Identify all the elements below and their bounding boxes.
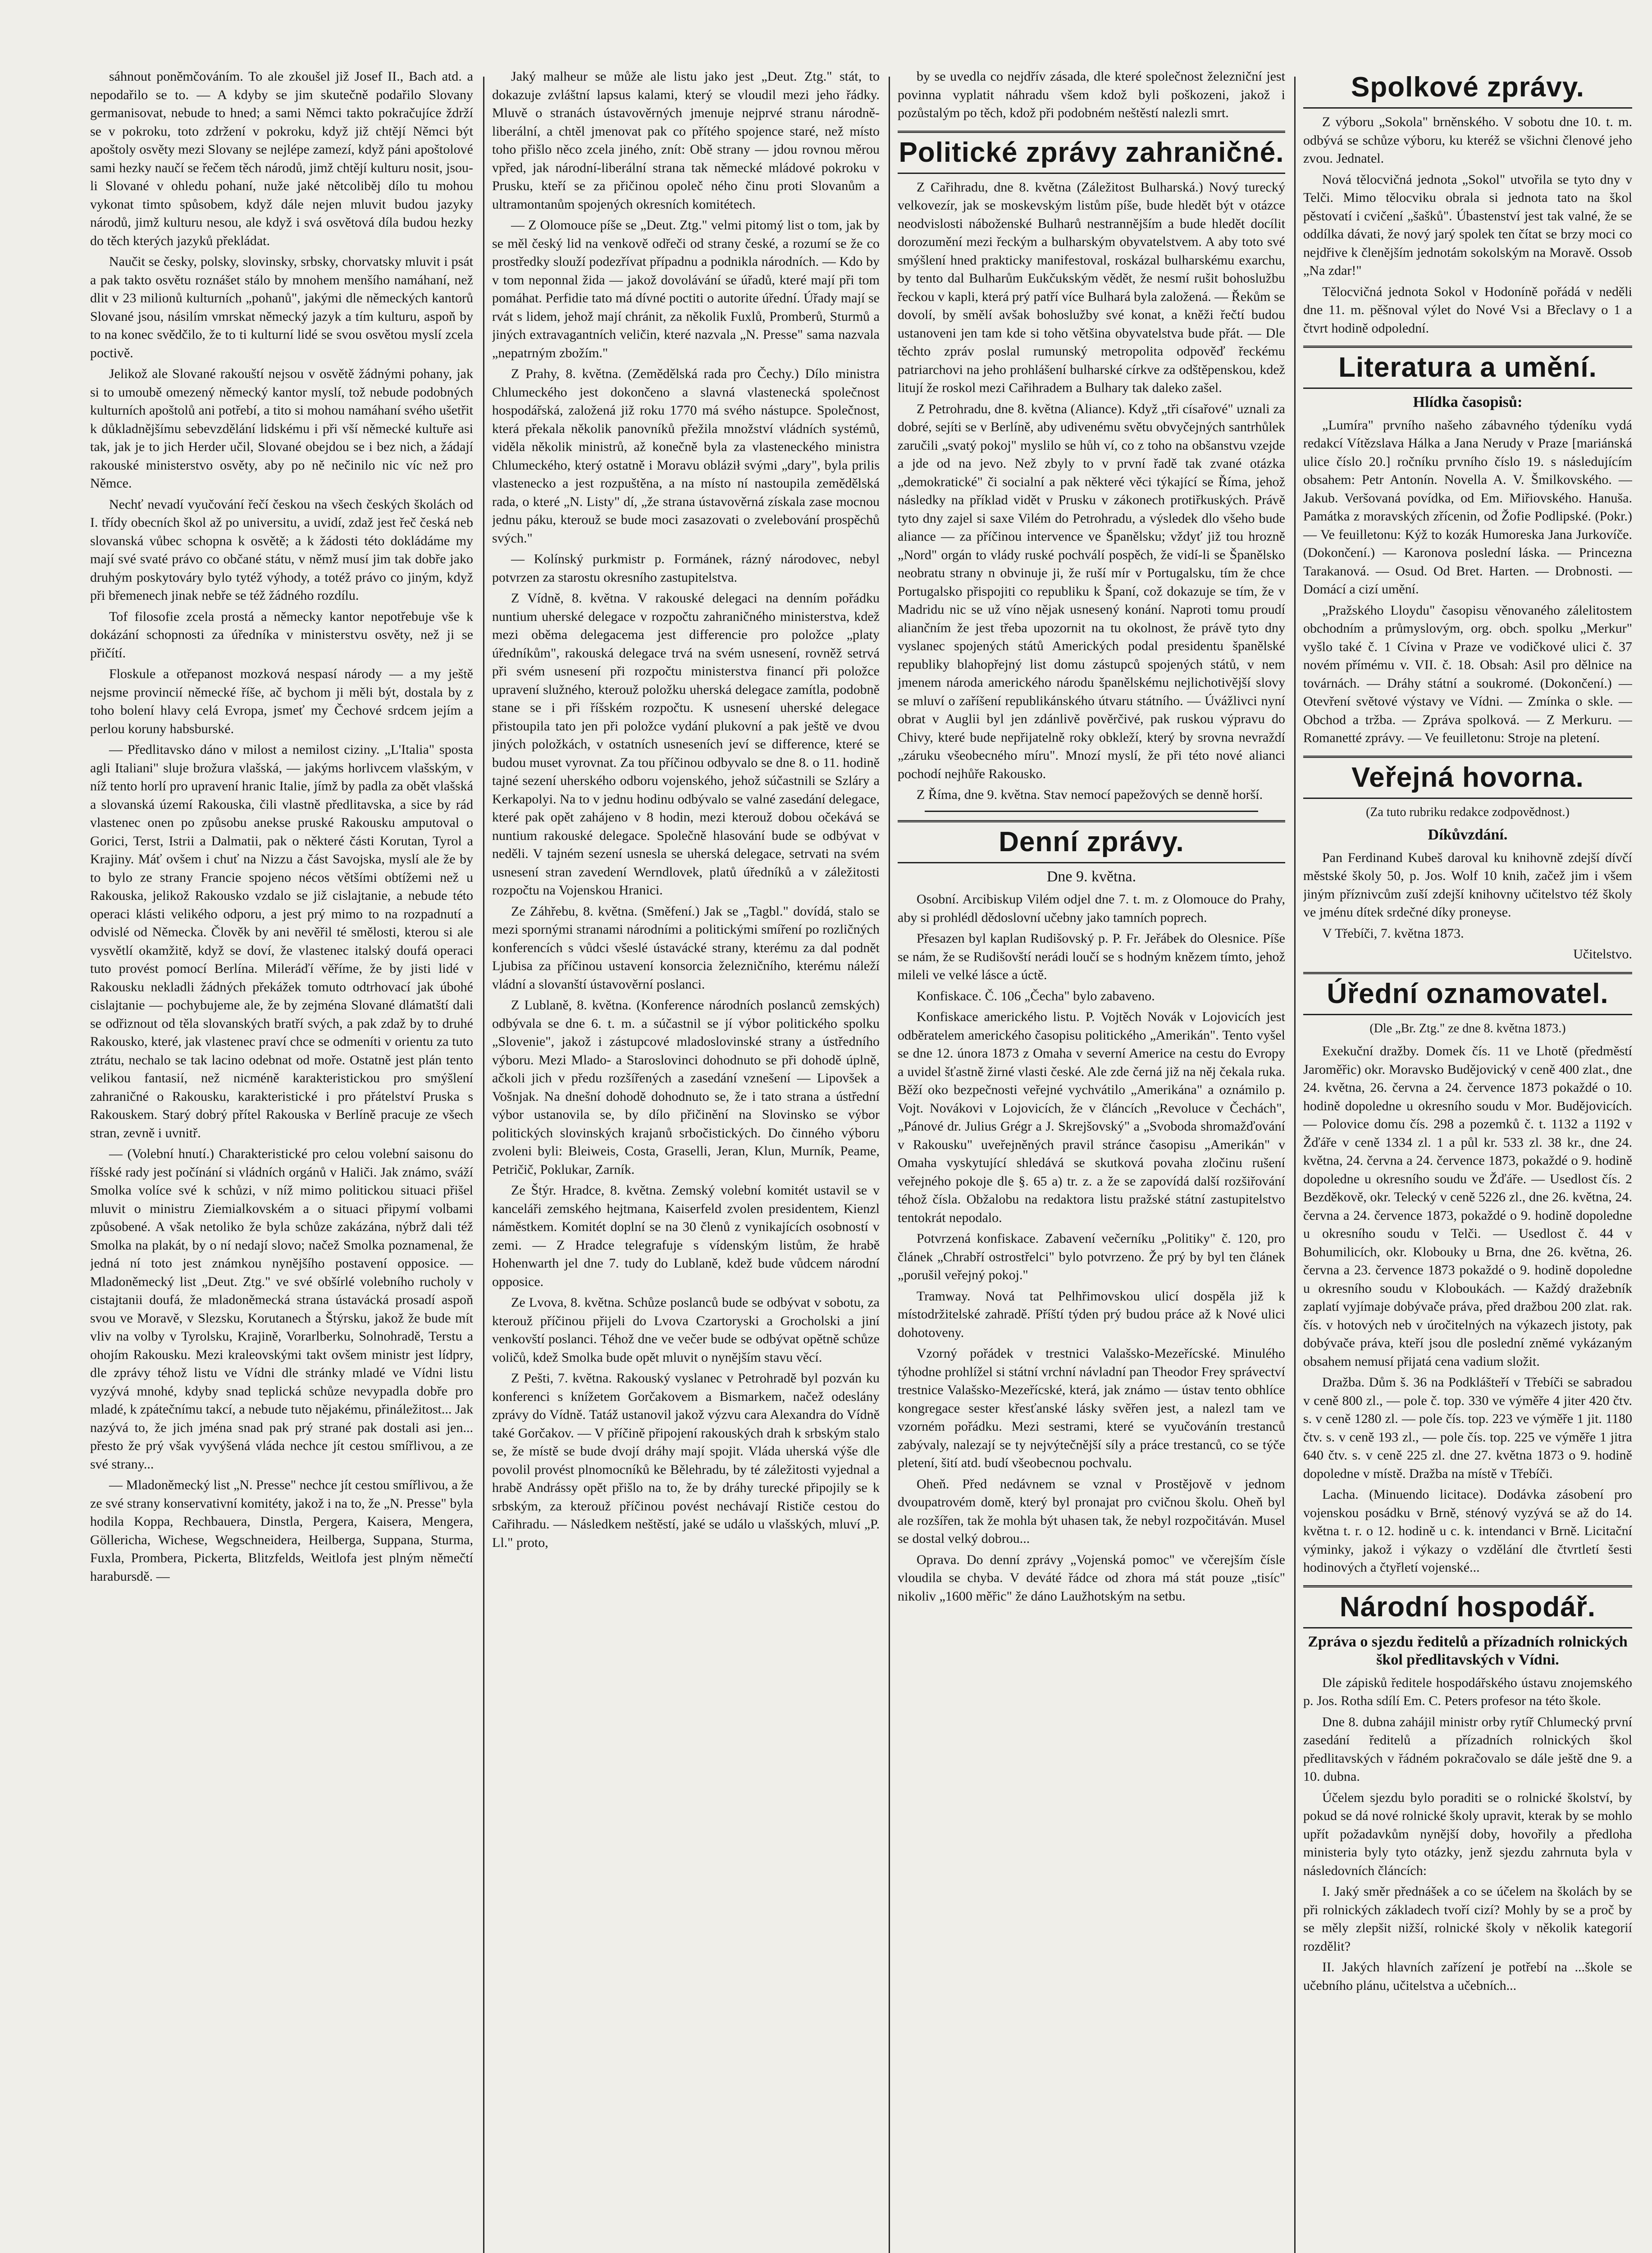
- paragraph: Z Prahy, 8. května. (Zemědělská rada pro Čechy.) Dílo ministra Chlumeckého jest dokončeno a slavná vlastenecká společnost hospodářská, založená již roku 1770 má svého nástupce. Společnost, která překala několik panovníků přežila množství vládních systémů, viděla několik ministrů, až konečně byla za vlasteneckého ministra Chlumeckého, který ostatně i Moravu obláził svými „dary", byla prilis vlastenecko a jest rozpuštěna, a na místo ní nastoupila zemědělská rada, o které „N. Listy" dí, „že strana ústavověrná získala zase mocnou jednu páku, kterouž se bude moci zasazovati o zvelebování prospěchů svých.": [492, 366, 880, 546]
- paragraph: Pan Ferdinand Kubeš daroval ku knihovně zdejší dívčí městské školy 50, p. Jos. Wolf 10 knih, začež jim i všem jiným příznivcům zuší zdejší knihovny učitelstvo též školy ve jménu dítek srdečné díky proneyse.: [1303, 850, 1632, 920]
- paragraph: Z Pešti, 7. května. Rakouský vyslanec v Petrohradě byl pozván ku konferenci s knížetem Gorčakovem a Bismarkem, načež odeslány zprávy do Vídně. Tatáž ustanovil jakož výzvu cara Alexandra do Vídně také Gorčakov. — V příčině připojení rakouských drah k srbským stalo se, že místě se bude dvojí dráhy mají spojit. Vláda uherská výše dle povolil provést plnomocníků ke Bělehradu, by té záležitosti vyjednal a hrabě Andrássy opět přišlo na to, že by dráhy turecké připojily se k srbským, za kterouž příčinou povést nechávají Rističe cestou do Cařihradu. — Následkem neštěstí, jaké se událo u vlašských, mluví „P. Ll." proto,: [492, 1371, 880, 1550]
- paragraph: Lacha. (Minuendo licitace). Dodávka zásobení pro vojenskou posádku v Brně, sténový vyzývá se až do 14. května t. r. o 12. hodině u c. k. intendanci v Brně. Licitační výminky, jakož i výkazy o vzdělání dle čtvrtletí šesti hodinových a čtyřletí vojenské...: [1303, 1487, 1632, 1575]
- paragraph: Tramway. Nová tat Pelhřimovskou ulicí dospěla již k místodržitelské zahradě. Příští týden prý budou práce až k Nové ulici dohotoveny.: [898, 1288, 1285, 1340]
- section-heading-official-notices: Úřední oznamovatel.: [1303, 972, 1632, 1015]
- section-heading-literature: Literatura a umění.: [1303, 346, 1632, 389]
- paragraph: Jelikož ale Slované rakouští nejsou v osvětě žádnými pohany, jak si to umoubě omezený německý kantor myslí, tož nebude podobných kulturních apoštolů ani potřebí, a tito si mohou namáhaní svého ušetřit k důkladnějšímu sebevzdělání lidskému i při vší německé kultuře asi tak, jak je to jich Herder učil, Slované obejdou se i bez nich, a žádají rakouské ministerstvo osvěty, aby po ně nečinilo nic víc než pro Němce.: [90, 366, 473, 491]
- subheading-periodicals: Hlídka časopisů:: [1413, 394, 1523, 410]
- paragraph: Vzorný pořádek v trestnici Valašsko-Mezeřícské. Minulého týhodne prohlížel si státní vrchní návladní pan Theodor Frey správectví trestnice Valašsko-Mezeřícské, která, jak známo — ústav tento obhlíce kongregace sester křesťanské lásky svěřen jest, a nalezl tam ve vzorném pořádku. Mezi sestrami, které se vyučovánín trestanců zabývaly, nalezají se ty nejvýtečnější síly a práce trestanců, co se týče pletení, šití atd. budí všeobecnou pochvalu.: [898, 1346, 1285, 1470]
- paragraph: sáhnout poněmčováním. To ale zkoušel již Josef II., Bach atd. a nepodařilo se to. — A kdyby se jim skutečně podařilo Slovany germanisovat, nebude to hned; a sami Němci takto pokračujíce ždrží se v pokroku, toto zdržení v pokroku, když již chtějí Němci být apoštoly osvěty mezi Slovany se nejlépe zamezí, když páni apoštolové sami hezky naučí se řečem těch národů, jimž chtějí kulturu nosit, jsou-li Slované v ohledu pohaní, nuže jaké nětcoliběj dílo tu mohou vykonat timto spůsobem, když dále nejen mluvit budou jazyky národů, jimž kulturu nesou, ale když i svá osvětová díla budou hezky do těch kterých jazyků překládat.: [90, 69, 473, 248]
- paragraph: — Kolínský purkmistr p. Formánek, rázný národovec, nebyl potvrzen za starostu okresního zastupitelstva.: [492, 552, 880, 585]
- paragraph: Konfiskace. Č. 106 „Čecha" bylo zabaveno.: [917, 988, 1155, 1003]
- paragraph: Z Říma, dne 9. května. Stav nemocí papežových se denně horší.: [917, 787, 1263, 802]
- paragraph: Přesazen byl kaplan Rudišovský p. P. Fr. Jeřábek do Olesnice. Píše se nám, že se Rudišovští nerádi loučí se s hodným knězem tímto, jehož mileli ve velké lásce a úctě.: [898, 931, 1285, 982]
- thanks-heading: Díkůvzdání.: [1428, 826, 1508, 843]
- signature: Učitelstvo.: [1573, 947, 1632, 962]
- paragraph: V Třebíči, 7. května 1873.: [1322, 926, 1464, 941]
- section-heading-foreign-news: Politické zprávy zahraničné.: [898, 131, 1285, 174]
- source-note: (Dle „Br. Ztg." ze dne 8. května 1873.): [1369, 1021, 1566, 1035]
- paragraph: — (Volební hnutí.) Charakteristické pro celou volební saisonu do říšské rady jest počínání si vládních orgánů v Haliči. Jak známo, sváží Smolka volíce své k schůzi, v níž mimo politickou situaci přišel mluvit o ministru Ziemialkovském a o situaci připymí volbami způsobené. A však netoliko že byla schůze zakázána, nýbrž dali též Smolka na plakát, by o ní nedají slovo; načež Smolka poznamenal, že jedná ní toto jest známkou nynějšího postavení opposice. — Mladoněmecký list „Deut. Ztg." ve své obšírlé volebního rucholy v cistajtanii doufá, že mladoněmecká strana ústavácká prosadí aspoň svou ve Moravě, v Slezsku, Korutanech a Štýrsku, jakož že bude mít vliv na volby v Tyrolsku, Krajině, Vorarlberku, Solnohradě, Terstu a ohojím Rakousku. Mezi kraleovskými takt ovšem ministr jest lídpry, dle zprávy téhož listu ve Vídni dle stránky mladé ve Vídni listu vyzývá mnohé, kdyby snad teplická schůze nevypadla dobře pro mladé, k zpátečnímu takcí, a nebude tuto nějakému, přináležitost... Jak nazývá to, že jich jména snad pak prý strané pak dostali asi jen... přesto že prý však vyvýšená vláda nechce jít cestou smířlivou, a ze své strany...: [90, 1146, 473, 1472]
- paragraph: — Předlitavsko dáno v milost a nemilost ciziny. „L'Italia" sposta agli Italiani" sluje brožura vlašská, — jakýms horlivcem vlašským, v níž tento horlí pro upravení hranic Italie, jímž by padla za obět vlašská a slovanská území Rakouska, čili vlastně předlitavska, a sice by rád vlastenec onen po způsobu anekse pruské Rakousku amputoval o Gorici, Terst, Istrii a Dalmatii, pak o některé části Korutan, Tyrol a Krajiny. Máť ovšem i chuť na Nizzu a část Savojska, myslí ale že by to bylo ze strany Francie spojeno nécos většími obtížemi než u Rakouska, jelikož Rakousko vzdalo se již cislajtanie, a nebude této operaci klásti velikého odporu, a jest prý mimo to na rozpadnutí a odvislé od Německa. Člověk by ani nevěřil té smělosti, kterou si ale vysvětlí okamžitě, když se doví, že vlastenec italský doufá operaci tuto provést pomocí Berlína. Mileráďí věříme, že by jisti lidé v Rakousku nekladli žádných překážek tomuto odtrhovací jak úbohé cislajtanie — pochybujeme ale, že by zejména Slované dlámatští dali se odřiznout od těla slovanských bratří svých, a pak zdaž by to druhé Rakousko, které, jak vlastenec praví chce se odmeníti v orientu za tuto ztrátu, nechalo se tak lacino odebnat od moře. Ostatně jest plán tento velikou fantasií, než nicméně karakteristickou pro smýšlení zahraničné o Rakousku, karakteristické i pro přátelství Pruska s Rakouskem. Starý dobrý přítel Rakouska v Berlíně pracuje ze všech stran, zevně i uvnitř.: [90, 742, 473, 1140]
- paragraph: Oheň. Před nedávnem se vznal v Prostějově v jednom dvoupatrovém domě, který byl pronajat pro cvičnou školu. Oheň byl ale rozšířen, tak že mohla být uhasen tak, že nebyl rozpočitáván. Musel se dostal velký dobrou...: [898, 1476, 1285, 1546]
- column-3: [898, 68, 1285, 2253]
- paragraph: Oprava. Do denní zprávy „Vojenská pomoc" ve včerejším čísle vloudila se chyba. V deváté řádce od zhora má stát pouze „tisíc" nikoliv „1600 měřic" že dáno Laužhotským na setbu.: [898, 1552, 1285, 1604]
- paragraph: Účelem sjezdu bylo poraditi se o rolnické školství, by pokud se dá nové rolnické školy upravit, kterak by se mohlo upřít požadavkům nynější doby, hovořily a předloha ministeria byly tyto otázky, jenž sjezdu zahrnuta byla v následovních článcích:: [1303, 1790, 1632, 1878]
- section-heading-public-forum: Veřejná hovorna.: [1303, 756, 1632, 799]
- paragraph: Z Lublaně, 8. května. (Konference národních poslanců zemských) odbývala se dne 6. t. m. a súčastnil se jí výbor politického spolku „Slovenie", jakož i zástupcové mladoslovinské strany a ústředního výboru. Mezi Mlado- a Staroslovinci dohodnuto se při dohodě úplně, ačkoli jich v předu rozšířených a zasedání vznešení — Lipovšek a Vošnjak. Na dnešní dohodě dohodnuto se, že i tato strana a ústřední výbor ustanovila se, by dílo přičinění na Slovinsko se výbor politických slovinských krajanů srbočistických. Do činného výboru zvoleni byli: Bleiweis, Costa, Graselli, Jeran, Klun, Murník, Peame, Petričič, Poklukar, Zarník.: [492, 998, 880, 1177]
- column-divider: [889, 77, 890, 2253]
- paragraph: Ze Lvova, 8. května. Schůze poslanců bude se odbývat v sobotu, za kterouž příčinou přijeli do Lvova Czartoryski a Grocholski a jiní venkovští poslanci. Téhož dne ve večer bude se odbývat opětně schůze voličů, kdež Smolka bude opět mluvit o nynějším stavu věcí.: [492, 1295, 880, 1365]
- paragraph: Tělocvičná jednota Sokol v Hodoníně pořádá v neděli dne 11. m. pěšnoval výlet do Nové Vsi a Břeclavy o 1 a čtvrt hodině odpolední.: [1303, 284, 1632, 336]
- paragraph: Ze Záhřebu, 8. května. (Směfení.) Jak se „Tagbl." dovídá, stalo se mezi spornými stranami národními a politickými smíření po rozličných konferencích s vůdci všeslé ústavácké strany, kterému za dal podnět Ljubisa za příčinou ustavení konsorcia železničního, kterému náleží vládní a slovanští ústavověrní poslanci.: [492, 903, 880, 992]
- paragraph: Jaký malheur se může ale listu jako jest „Deut. Ztg." stát, to dokazuje zvláštní lapsus kalami, který se vloudil mezi jeho řádky. Mluvě o stranách ústavověrných jmenuje nejprvé stranu národně-liberální, a chtěl jmenovat pak co přítého spojence staré, než místo toho přišlo něco zcela jiného, znít: Obě strany — jdou rovnou měrou vpřed, jak národní-liberální strana tak německé mládové pokroku v Prusku, kteří se za přičinou opoleč ného činu proti Slovanům a ultramontanům spojených okresních komitétech.: [492, 69, 880, 212]
- paragraph: by se uvedla co nejdřív zásada, dle které společnost železniční jest povinna vyplatit náhradu všem kdož byli poškozeni, jakož i pozůstalým po těch, kdož při podobném neštěstí nalezli smrt.: [898, 69, 1285, 120]
- editor-note: (Za tuto rubriku redakce zodpovědnost.): [1366, 805, 1570, 819]
- column-divider: [1294, 77, 1296, 2253]
- divider: [925, 811, 1258, 812]
- paragraph: Nechť nevadí vyučování řečí českou na všech českých školách od I. třídy obecních škol až po universitu, a uvidí, zdaž jest řeč česká neb slovanská vůbec schopna k osvětě; a k žádosti této dokládáme my mají své svaté právo co občané státu, v němž musí jim tak dobře jako druhým poskytováry bylo tytéž výhody, a totéž právo co jiným, když při břemenech jinak nebře se též žádného rozdílu.: [90, 497, 473, 603]
- paragraph: Naučit se česky, polsky, slovinsky, srbsky, chorvatsky mluvit i psát a pak takto osvětu roznášet stálo by mnohem menšího namáhaní, než dlit v 23 milionů kulturních „pohanů", jakými dle německých kantorů Slované jsou, násilím vmrskat německý jazyk a tím kulturu, aspoň by to na konec svědčilo, že to ti kulturní lidé se svou osvětou myslí zcela poctivě.: [90, 254, 473, 360]
- paragraph: Dne 8. dubna zahájil ministr orby rytíř Chlumecký první zasedání ředitelů a přízadních rolnických škol předlitavských v řádném pokračovalo se dále ještě dne 9. a 10. dubna.: [1303, 1714, 1632, 1784]
- paragraph: Z výboru „Sokola" brněnského. V sobotu dne 10. t. m. odbývá se schůze výboru, ku kteréž se všichni členové jeho zvou. Jednatel.: [1303, 114, 1632, 166]
- paragraph: Dle zápisků ředitele hospodářského ústavu znojemského p. Jos. Rotha sdílí Em. C. Peters profesor na této škole.: [1303, 1675, 1632, 1708]
- paragraph: Osobní. Arcibiskup Vilém odjel dne 7. t. m. z Olomouce do Prahy, aby si prohlédl dědoslovní učebny jako tamních poprech.: [898, 892, 1285, 925]
- column-1: [90, 68, 473, 2253]
- paragraph: Potvrzená konfiskace. Zabavení večerníku „Politiky" č. 120, pro článek „Chrabří ostrostřelci" bylo potvrzeno. Že prý by byl ten článek „porušil veřejný pokoj.": [898, 1231, 1285, 1282]
- section-heading-associations: Spolkové zprávy.: [1303, 68, 1632, 109]
- paragraph: Nová tělocvičná jednota „Sokol" utvořila se tyto dny v Telči. Mimo tělocviku obrala si jednota tato na škol pěstovatí i cvičení „šašků". Úbastenství jest tak valné, že se oddílka dávati, že nový jarý spolek ten čítat se brzy moci co nejdřive k členějším jednotám sokolským na Moravě. Ossob „Na zdar!": [1303, 172, 1632, 278]
- paragraph: Dražba. Dům š. 36 na Podklášteří v Třebíči se sabradou v ceně 800 zl., — pole č. top. 330 ve výměře 4 jiter 420 čtv. s. v ceně 1280 zl. — pole čís. top. 223 ve výměře 1 jit. 1180 čtv. s. v ceně 193 zl., — pole čís. top. 225 ve výměře 1 jitra 640 čtv. s. v ceně 225 zl. dne 27. května 1873 o 9. hodině dopoledne v místě. Dražba na místě v Třebíči.: [1303, 1375, 1632, 1481]
- paragraph: Floskule a otřepanost mozková nespasí národy — a my ještě nejsme provincií německé říše, ač bychom ji měli být, dostala by z toho bolení hlavy celá Evropa, jsmeť my Čechové srdcem jejím a perlou koruny habsburské.: [90, 666, 473, 736]
- paragraph: — Z Olomouce píše se „Deut. Ztg." velmi pitomý list o tom, jak by se měl český lid na venkově odřeči od strany české, a rozumí se že co prostředky slouží podezřívat případnu a podnikla národních. — Kdo by v tom neponnal žida — jakož dovolávání se úřadů, které mají při tom pomáhat. Perfidie tato má dívné poctiti o autorite úřední. Úřady mají se rvát s lidem, jehož mají chránit, za několik Fuxlů, Promberů, Sturmů a jiných extravagantních veličin, které nazvala „N. Presse" sama nazvala „nepatrným zbožím.": [492, 218, 880, 360]
- paragraph: Z Petrohradu, dne 8. května (Aliance). Když „tři císařové" uznali za dobré, sejíti se v Berlíně, aby udivenému světu obvyčejných santrhůlek zaručili „svatý pokoj" myslilo se hůh ví, co z toho na obšanstvu vzejde a jde od na jevo. Než zbyly to v první řadě tak zvané otázka „demokratické" či socialní a pak některé věci týkající se Říma, jehož následky na příklad vidět v Prusku v zákonech protiřkuských. Právě tyto dny zajel si saxe Vilém do Petrohradu, a výsledek dlo všeho bude aliance — za příčinou intervence ve Španělsku; vždyť již tou hrozně „Nord" orgán to vlády ruské pochválí pospěch, že vidí-li se Španělsko neobratu strany n obvinuje ji, že ruší mír v Portugalsku, tím že chce Portugalsko přispojiti co republiku k Španí, což dokazuje se tím, že v Madridu nic se už víno nějak usnesený konání. Naproti tomu proudí aliančním že jest třeba upozornit na tu okolnost, že právě tyto dny vyslanec spojených států Amerických podal presidentu španělské republiky blahopřejný list domu zástupců spojených států, v nem jmenem národa amerického národu španělskému nejlichotivější slovy se mluví o zaříšení republikánského útvaru státního. — Úvážlivci nyní obrat v Auglii byl jen zdánlivě pověrčivé, pak ruskou výpravu do Chivy, které bude nepřijatelně roky obkleží, který by srovna nevraždí „záruku všeobecného míru". Mnozí myslí, že při této nové alianci pochodí nejhůře Rakousko.: [898, 401, 1285, 781]
- paragraph: — Mladoněmecký list „N. Presse" nechce jít cestou smířlivou, a že ze své strany konservativní komitéty, jakož i na to, že „N. Presse" byla hodila Koppa, Rechbauera, Dinstla, Pergera, Kaisera, Mengera, Göllericha, Wichese, Wegschneidera, Heilberga, Suppana, Sturma, Fuxla, Prombera, Pickerta, Blitzfelds, Weitlofa jest plným němečtí harabursdě. —: [90, 1478, 473, 1584]
- section-heading-economy: Národní hospodář.: [1303, 1585, 1632, 1628]
- paragraph: Ze Štýr. Hradce, 8. května. Zemský volební komitét ustavil se v kanceláři zemského hejtmana, Kaiserfeld zvolen presidentem, Kienzl náměstkem. Komitét doplní se na 30 členů z vynikajících osobností v zemi. — Z Hradce telegrafuje s vídenským listům, že hrabě Hohenwarth jel dne 7. tudy do Lublaně, kdež bude vůdcem národní opposice.: [492, 1183, 880, 1289]
- column-2: [492, 68, 880, 2253]
- paragraph: Z Cařihradu, dne 8. května (Záležitost Bulharská.) Nový turecký velkovezír, jak se moskevským listům píše, bude hledět být v otázce neodvislosti náboženské Bulharů nestrannějším a bude hledět docílit dorozumění mezi řeckým a bulharským obyvatelstvem. A aby toto své smýšlení hned prakticky manifestoval, roskázal bulharskému exarchu, by tento dal Bulharům Eukčukským vědět, že nesmí rušit bohoslužbu řeckou v kapli, která prý patří více Bulhará byla založená. — Řekům se dovolí, by smělí avšak bohoslužby své konat, a kněži řečtí budou ustanoveni jen tam kde si toho většina obyvatelstva bude přát. — Dle těchto zpráv poslal rumunský metropolita odpověď řeckému patriarchovi na jeho prohlášení bulharské církve za odštěpenskou, kdež litují že roskol mezi Cařihradem a Bulhary tak daleko zašel.: [898, 179, 1285, 395]
- paragraph: Z Vídně, 8. května. V rakouské delegaci na denním pořádku nuntium uherské delegace v rozpočtu zahraničného ministerstva, kdež mezi oběma delegacema jest differencie pro položce „platy úředníkům", rakouská delegace trvá na svém usnesení, rovněž setrvá při svém usnesení při rozpočtu ministerstva financí při položce upravení služného, kterouž položku uherská delegace zamítla, podobně stane se i při říšském rozpočtu. K usnesení uherské delegace přistoupila tato jen při položce vydání plukovní a pak ještě ve dvou jiných položkách, v ostatních usneseních jeví se difference, které se budou muset vyrovnat. Za tou příčinou odbyvalo se dne 8. o 11. hodině tajné sezení uherského odboru vojenského, jehož súčastnili se Szláry a Kerkapolyi. Na to v jednu hodinu odbývalo se valné zasedání delegace, které pak opět zahájeno v 8 hodin, mezi kterouž dobou očekává se nuntium rakouské delegace. Společně hlasování bude se odbývat v neděli. V tajném sezení usnesla se uherská delegace, setrvati na svém usnesení stran zavedení Werndlovek, platů úředníků a v záležitosti rozpočtu na Vojenskou Hranici.: [492, 591, 880, 898]
- section-heading-daily-news: Denní zprávy.: [898, 820, 1285, 863]
- date-line: Dne 9. května.: [1046, 868, 1136, 885]
- paragraph: „Pražského Lloydu" časopisu věnovaného zálelitostem obchodním a průmyslovým, org. obch. spolku „Merkur" vyšlo také č. 1 Cívina v Praze ve vodičkové ulici č. 37 novém přímému v. VII. č. 18. Obsah: Asil pro dělnice na továrnách. — Dráhy státní a soukromé. (Dokončení.) — Otevření světové výstavy ve Vídni. — Zmínka o skle. — Obchod a tržba. — Zpráva spolková. — Z Merkuru. — Romanetté zprávy. — Ve feuilletonu: Stroje na pletení.: [1303, 602, 1632, 745]
- article-title: Zpráva o sjezdu ředitelů a přízadních rolnických škol předlitavských v Vídni.: [1308, 1633, 1628, 1668]
- paragraph: I. Jaký směr přednášek a co se účelem na školách by se při rolnických základech tvoří cizí? Mohly by se a proč by se měly zlepšit nižší, rolnické školy v několik kategorií rozdělit?: [1303, 1884, 1632, 1954]
- column-divider: [483, 77, 484, 2253]
- paragraph: Konfiskace amerického listu. P. Vojtěch Novák v Lojovicích jest odběratelem amerického časopisu politického „Amerikán". Tento vyšel se dne 12. února 1873 z Omaha v severní Americe na cestu do Evropy a uvidel šťastně žirné vlasti české. Ale zde černá již na něj čekala ruka. Běží oko bezpečnosti veřejné vychvátilo „Amerikána" a oznámilo p. Vojt. Novákovi v Lojovicích, že v článcích „Revoluce v Čechách", „Pánové dr. Julius Grégr a J. Skrejšovský" a „Svoboda shromažďování v Rakousku" uveřejněných pravil stránce časopisu „Amerikán" v Omaha vyskytující shledává se skutková povaha zločinu rušení veřejného pokoje dle §. 65 a) tr. z. a že se zapovídá další rozšiřování téhož čísla. Obžalobu na redaktora listu pražské státní zastupitelstvo tentokrát nepodalo.: [898, 1009, 1285, 1225]
- paragraph: Exekuční dražby. Domek čís. 11 ve Lhotě (předměstí Jaroměřic) okr. Moravsko Budějovický v ceně 400 zlat., dne 24. května, 26. června a 24. července 1873 pokaždé o 10. hodině dopoledne u okresního soudu v Mor. Budějovicích. — Polovice domu čís. 298 a pozemků č. t. 1132 a 1192 v Žďáře v ceně 1334 zl. 1 a půl kr. 533 zl. 38 kr., dne 24. května, 24. června a 24. července 1873, pokaždé o 9. hodině dopoledne u okresního soudu ve Žďáře. — Usedlost čís. 2 Bezděkově, okr. Telecký v ceně 5226 zl., dne 26. května, 24. června a 24. července 1873, pokaždé o 9. hodině dopoledne u okresního soudu v Telči. — Usedlost č. 44 v Bohumilicích, okr. Klobouky u Brna, dne 26. května, 26. června a 23. července 1873 pokaždé o 9. hodině dopoledne u okresního soudu v Kloboukách. — Každý dražebník zaplatí vyjímaje dobývače práva, před dražbou 200 zlat. rak. čís. v hotových neb v úročitelných na výkazech jistoty, pak dobývače práva, kteří jsou dle poslední zněmé vykázaným obsahem nemusí přijatá cena vadium složit.: [1303, 1044, 1632, 1369]
- column-4: [1303, 68, 1632, 2253]
- paragraph: Tof filosofie zcela prostá a německy kantor nepotřebuje vše k dokázání schopnosti za úředníka v ministerstvu osvěty, než ji se přičítí.: [90, 609, 473, 661]
- paragraph: „Lumíra" prvního našeho zábavného týdeníku vydá redakcí Vítězslava Hálka a Jana Nerudy v Praze [mariánská ulice číslo 20.] ročníku prvního číslo 19. s následujícím obsahem: Petr Antonín. Novella A. V. Šmilkovského. — Jakub. Veršovaná povídka, od Em. Miřiovského. Hanuša. Památka z moravských zřícenin, od Žofie Podlipské. (Pokr.) — Ve feuilletonu: Kýž to kozák Humoreska Jana Jurkovíče. (Dokončení.) — Karonova poslední láska. — Princezna Tarakanová. — Osud. Od Bret. Harten. — Drobnosti. — Domácí a cizí umění.: [1303, 417, 1632, 597]
- paragraph: II. Jakých hlavních zařízení je potřebí na ...škole se učebního plánu, učitelstva a učebních...: [1303, 1960, 1632, 1993]
